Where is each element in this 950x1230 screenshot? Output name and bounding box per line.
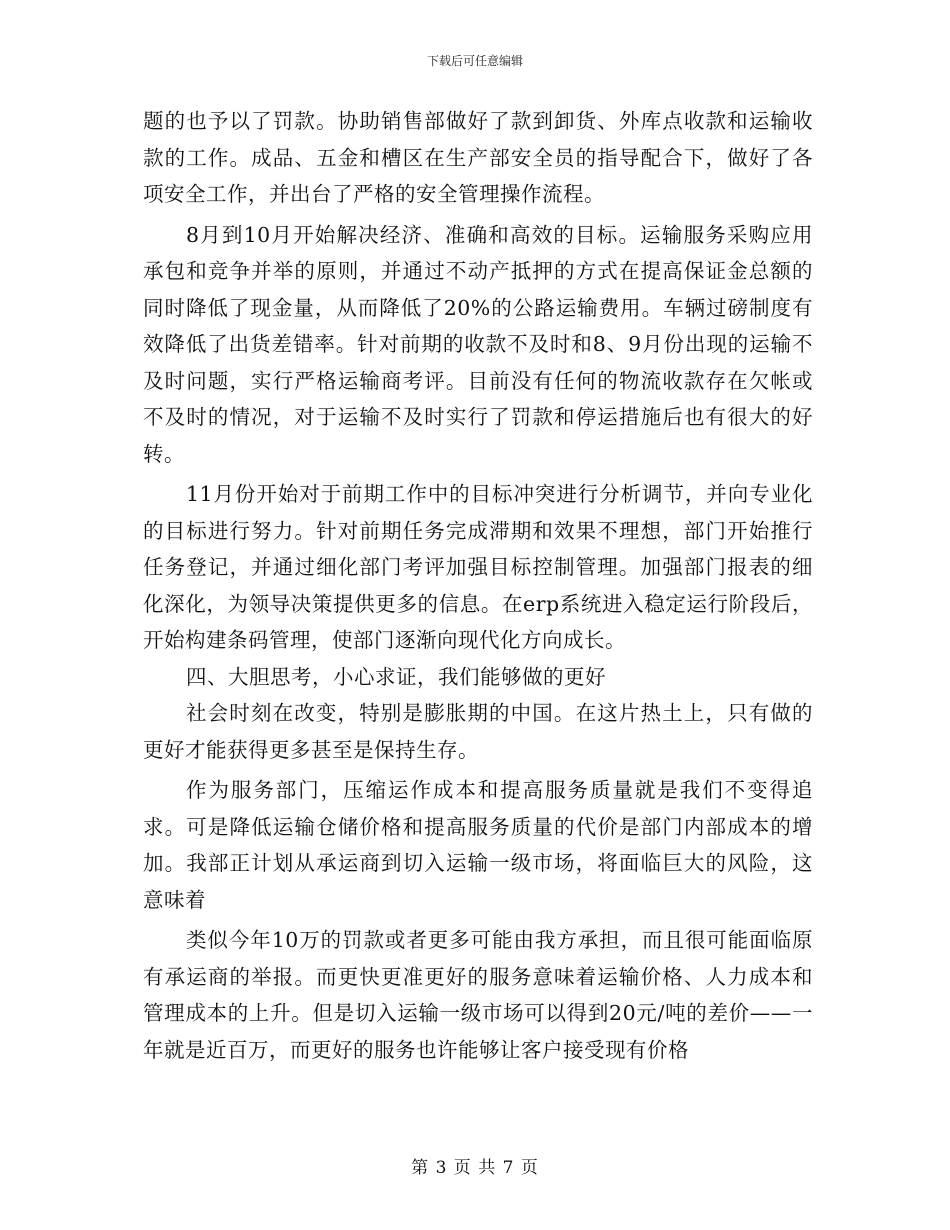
page-header: 下载后可任意编辑 <box>426 54 523 68</box>
paragraph-5: 作为服务部门，压缩运作成本和提高服务质量就是我们不变得追求。可是降低运输仓储价格和提高服务质量的代价是部门内部成本的增加。我部正计划从承运商到切入运输一级市场，将面临巨大的风险，这意味着 <box>143 778 813 912</box>
paragraph-3: 11月份开始对于前期工作中的目标冲突进行分析调节，并向专业化的目标进行努力。针对前期任务完成滞期和效果不理想，部门开始推行任务登记，并通过细化部门考评加强目标控制管理。加强部门报表的细化深化，为领导决策提供更多的信息。在erp系统进入稳定运行阶段后，开始构建条码管理，使部门逐渐向现代化方向成长。 <box>143 482 813 652</box>
document-body <box>143 103 813 1068</box>
page-footer: 第 3 页 共 7 页 <box>411 1158 539 1178</box>
paragraph-2: 8月到10月开始解决经济、准确和高效的目标。运输服务采购应用承包和竞争并举的原则，并通过不动产抵押的方式在提高保证金总额的同时降低了现金量，从而降低了20%的公路运输费用。车辆过磅制度有效降低了出货差错率。针对前期的收款不及时和8、9月份出现的运输不及时问题，实行严格运输商考评。目前没有任何的物流收款存在欠帐或不及时的情况，对于运输不及时实行了罚款和停运措施后也有很大的好转。 <box>143 222 813 466</box>
paragraph-6: 类似今年10万的罚款或者更多可能由我方承担，而且很可能面临原有承运商的举报。而更快更准更好的服务意味着运输价格、人力成本和管理成本的上升。但是切入运输一级市场可以得到20元/吨的差价——一年就是近百万，而更好的服务也许能够让客户接受现有价格 <box>143 928 813 1062</box>
section-heading: 四、大胆思考，小心求证，我们能够做的更好 <box>186 664 606 689</box>
paragraph-4: 社会时刻在改变，特别是膨胀期的中国。在这片热土上，只有做的更好才能获得更多甚至是保持生存。 <box>143 701 813 762</box>
paragraph-1: 题的也予以了罚款。协助销售部做好了款到卸货、外库点收款和运输收款的工作。成品、五金和槽区在生产部安全员的指导配合下，做好了各项安全工作，并出台了严格的安全管理操作流程。 <box>143 109 813 206</box>
